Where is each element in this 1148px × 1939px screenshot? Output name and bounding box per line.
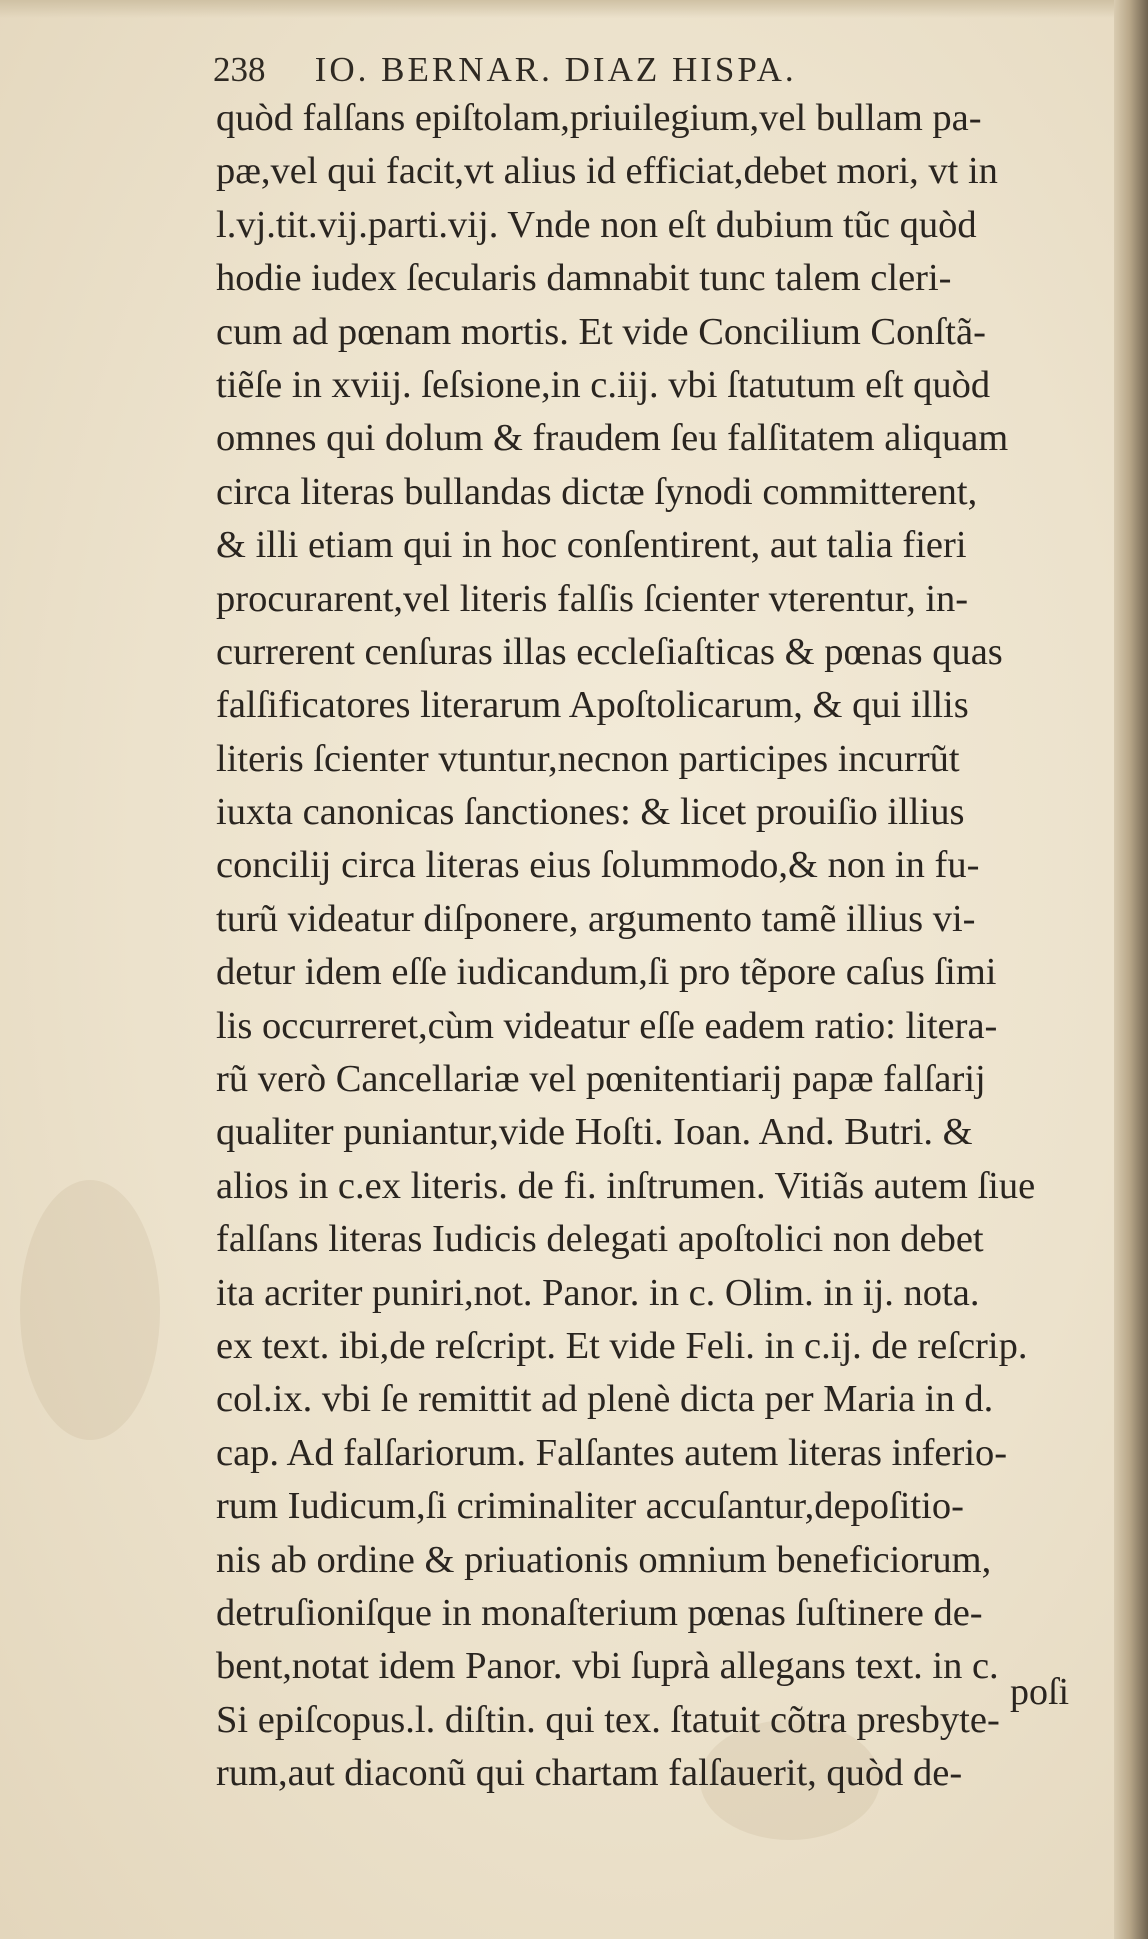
text-line: detur idem eſſe iudicandum,ſi pro tẽpore caſus ſimi (216, 951, 997, 994)
text-line: nis ab ordine & priuationis omnium beneficiorum, (216, 1538, 992, 1581)
text-line: rũ verò Cancellariæ vel pœnitentiarij papæ falſarij (216, 1058, 986, 1101)
text-line: currerent cenſuras illas eccleſiaſticas & pœnas quas (216, 630, 1003, 673)
text-line: col.ix. vbi ſe remittit ad plenè dicta per Maria in d. (216, 1378, 994, 1421)
text-line: procurarent,vel literis falſis ſcienter vterentur, in- (216, 577, 969, 620)
text-line: falſans literas Iudicis delegati apoſtolici non debet (216, 1218, 984, 1261)
page-gutter-shadow (1114, 0, 1148, 1939)
text-line: detruſioniſque in monaſterium pœnas ſuſtinere de- (216, 1591, 983, 1634)
running-header (213, 50, 1033, 90)
text-line: bent,notat idem Panor. vbi ſuprà allegans text. in c. (216, 1645, 999, 1688)
running-title: IO. BERNAR. DIAZ HISPA. (314, 50, 797, 89)
text-line: iuxta canonicas ſanctiones: & licet prouiſio illius (216, 791, 965, 834)
text-line: l.vj.tit.vij.parti.vij. Vnde non eſt dubium tũc quòd (216, 203, 977, 246)
catchword: poſi (1010, 1671, 1070, 1713)
text-line: tiẽſe in xviij. ſeſsione,in c.iij. vbi ſtatutum eſt quòd (216, 363, 991, 406)
text-line: hodie iudex ſecularis damnabit tunc talem cleri- (216, 257, 952, 300)
text-line: Si epiſcopus.l. diſtin. qui tex. ſtatuit cõtra presbyte- (216, 1698, 1000, 1741)
text-line: literis ſcienter vtuntur,necnon participes incurrũt (216, 737, 960, 780)
text-line: alios in c.ex literis. de fi. inſtrumen. Vitiãs autem ſiue (216, 1164, 1036, 1207)
text-line: pæ,vel qui facit,vt alius id efficiat,debet mori, vt in (216, 150, 998, 193)
body-text (216, 92, 1096, 1801)
text-line: falſificatores literarum Apoſtolicarum, & qui illis (216, 684, 969, 727)
text-line: ex text. ibi,de reſcript. Et vide Feli. in c.ij. de reſcrip. (216, 1324, 1028, 1367)
text-line: quòd falſans epiſtolam,priuilegium,vel bullam pa- (216, 97, 982, 139)
text-line: cum ad pœnam mortis. Et vide Concilium Conſtã- (216, 310, 986, 353)
text-line: turũ videatur diſponere, argumento tamẽ illius vi- (216, 897, 976, 940)
text-line: & illi etiam qui in hoc conſentirent, aut talia fieri (216, 524, 967, 567)
text-line: rum,aut diaconũ qui chartam falſauerit, quòd de- (216, 1752, 963, 1795)
paper-stain (20, 1180, 160, 1440)
text-line: circa literas bullandas dictæ ſynodi committerent, (216, 470, 978, 513)
text-line: concilij circa literas eius ſolummodo,& non in fu- (216, 844, 980, 887)
text-line: lis occurreret,cùm videatur eſſe eadem ratio: litera- (216, 1004, 998, 1047)
page-top-edge (0, 0, 1148, 18)
text-line: cap. Ad falſariorum. Falſantes autem literas inferio- (216, 1431, 1008, 1474)
text-line: omnes qui dolum & fraudem ſeu falſitatem aliquam (216, 417, 1009, 460)
text-line: qualiter puniantur,vide Hoſti. Ioan. And. Butri. & (216, 1111, 973, 1154)
page-number: 238 (213, 50, 266, 89)
text-line: ita acriter puniri,not. Panor. in c. Olim. in ij. nota. (216, 1271, 980, 1314)
text-line: rum Iudicum,ſi criminaliter accuſantur,depoſitio- (216, 1485, 964, 1528)
